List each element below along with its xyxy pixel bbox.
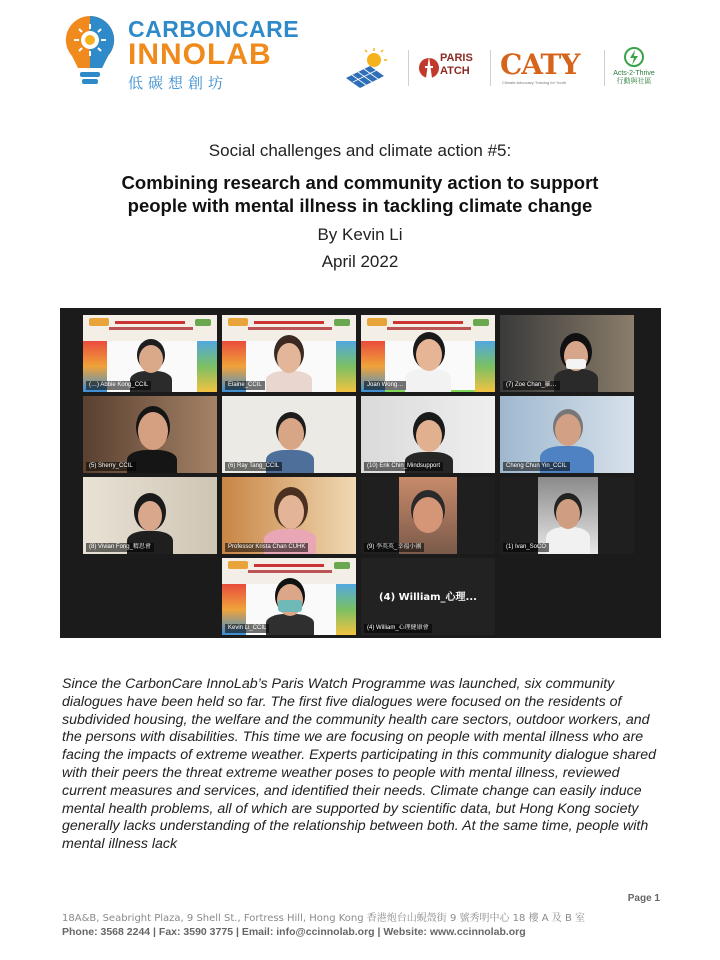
participant-name: Professor Krista Chan CUHK [225, 543, 308, 552]
participant-tile [222, 396, 356, 473]
participant-tile [500, 477, 634, 554]
solar-panel-icon [340, 46, 398, 90]
article-title [40, 171, 680, 217]
participant-tile-camera-off [361, 558, 495, 635]
page-number: Page 1 [627, 893, 660, 904]
participant-tile [361, 396, 495, 473]
logo-chinese-name: 低碳想創坊 [128, 74, 229, 92]
article-body-paragraph: Since the CarbonCare InnoLab’s Paris Watch Programme was launched, six community dialogues have been held so far. The first five dialogues were focused on the residents of subdivided housing, the welfare and the community health care sectors, outdoor workers, and the persons with disabilities. This time we are focusing on people with mental illness who are facing the impacts of extreme weather. Experts participating in this community dialogue shared with their peers the threat extreme weather poses to people with mental illness, reviewed current measures and services, and identified their needs. Climate change can easily induce mental health problems, all of which are supported by scientific data, but Hong Kong society generally lacks understanding of the relationship between both. At the same time, people with mental illness lack [62, 676, 657, 853]
participant-tile [83, 477, 217, 554]
participant-name: (5) Sherry_CCIL [86, 462, 136, 471]
participant-name: Kevin Li_CCIL [225, 624, 269, 633]
partner-logos [340, 46, 660, 90]
paris-watch-line1: PARIS [440, 52, 473, 64]
series-kicker: Social challenges and climate action #5: [208, 141, 512, 160]
participant-name: (7) Zoe Chan_羅… [503, 381, 560, 390]
video-conference-screenshot [60, 308, 661, 638]
participant-tile [361, 477, 495, 554]
participant-tile [222, 477, 356, 554]
article-title-line2: people with mental illness in tackling climate change [127, 195, 593, 216]
caty-wordmark: CATY [500, 48, 580, 81]
participant-name: (8) Vivian Fong_精思會 [86, 543, 154, 552]
participant-name: Joan Wong… [364, 381, 406, 390]
caty-logo [500, 46, 600, 90]
participant-name: (…) Abbie Kong_CCIL [86, 381, 151, 390]
participant-name: (1) Ivan_SoCO [503, 543, 549, 552]
participant-tile [83, 396, 217, 473]
logo-divider [408, 50, 409, 86]
participant-tile-active-speaker [361, 315, 495, 392]
participant-name: (10) Erik Chin_Mindsupport [364, 462, 443, 471]
logo-wordmark-carboncare: CARBONCARE [128, 16, 300, 42]
participant-tile [500, 396, 634, 473]
footer-contact-info: Phone: 3568 2244 | Fax: 3590 3775 | Email: info@ccinnolab.org | Website: www.ccinnolab.org [62, 926, 526, 938]
participant-name: (6) Ray Tang_CCIL [225, 462, 282, 471]
logo-wordmark-innolab: INNOLAB [128, 38, 272, 71]
acts-2-thrive-name: Acts-2-Thrive [613, 70, 655, 77]
participant-name: (4) William_心理健康會 [364, 624, 432, 633]
participant-tile [83, 315, 217, 392]
caty-tagline: Climate Advocacy Training for Youth [502, 80, 567, 85]
participant-name: (9) 李英英_幸福小團 [364, 543, 424, 552]
article-date: April 2022 [321, 252, 399, 271]
face-mask-icon [566, 359, 586, 369]
paris-watch-line2: ATCH [440, 65, 470, 77]
logo-divider [490, 50, 491, 86]
article-byline: By Kevin Li [317, 225, 403, 244]
participant-tile [222, 558, 356, 635]
participant-name: Elaine_CCIL [225, 381, 265, 390]
lightning-leaf-icon [612, 46, 656, 68]
article-title-line1: Combining research and community action to support [121, 172, 599, 193]
logo-divider [604, 50, 605, 86]
acts-2-thrive-logo [612, 46, 658, 90]
participant-tile [222, 315, 356, 392]
solar-partner-logo [340, 46, 398, 90]
face-mask-icon [278, 600, 302, 612]
participant-name-card: (4) William_心理... [379, 592, 477, 603]
footer-address: 18A&B, Seabright Plaza, 9 Shell St., Fortress Hill, Hong Kong 香港炮台山蜆殼街 9 號秀明中心 18 樓 A 及 B 室 [62, 913, 585, 924]
participant-name: Cheng Chun Yin_CCIL [503, 462, 570, 471]
participant-tile [500, 315, 634, 392]
carboncare-innolab-logo [62, 8, 300, 92]
paris-watch-logo [418, 46, 482, 90]
acts-2-thrive-chinese: 行動與社區 [616, 78, 652, 85]
lightbulb-logo-icon [62, 12, 118, 88]
eiffel-tower-icon [418, 46, 440, 90]
